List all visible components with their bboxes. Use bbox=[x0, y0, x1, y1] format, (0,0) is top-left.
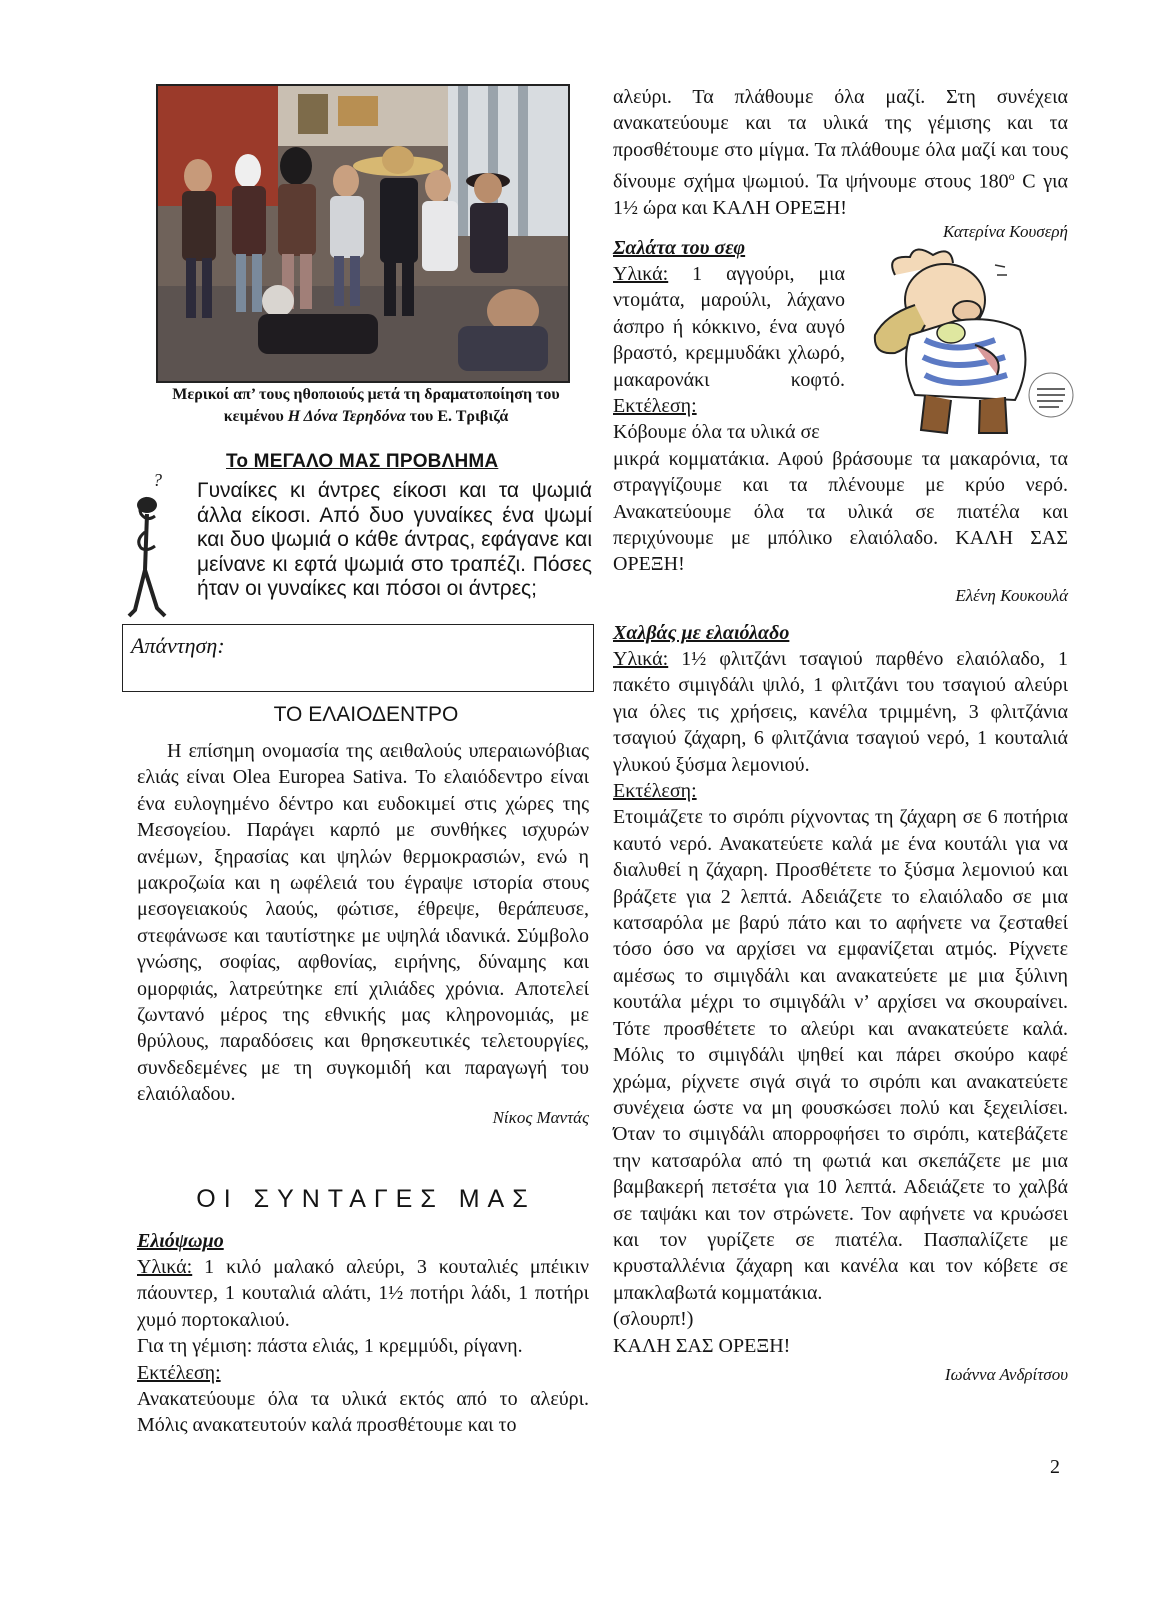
recipe-ingredients bbox=[137, 1254, 589, 1333]
ingredients-label: Υλικά: bbox=[137, 1256, 193, 1278]
caption-line2-pre: κειμένου bbox=[223, 408, 288, 425]
caption-play-title: Η Δόνα Τερηδόνα bbox=[287, 408, 406, 425]
salad-author: Ελένη Κουκουλά bbox=[955, 585, 1068, 605]
ingredients-label: Υλικά: bbox=[613, 263, 669, 285]
method-label: Εκτέλεση: bbox=[613, 780, 697, 803]
recipe-ingredients bbox=[613, 646, 1068, 778]
ingredients-label: Υλικά: bbox=[613, 648, 669, 670]
caption-line2-post: του Ε. Τριβιζά bbox=[405, 408, 509, 425]
recipe-name: Ελιόψωμο bbox=[137, 1230, 224, 1252]
method-part2: αλεύρι. Τα πλάθουμε όλα μαζί. Στη συνέχεια ανακατεύουμε και τα υλικά της γέμισης και τα προσθέτουμε στο μίγμα. Τα πλάθουμε όλα μαζί και τους δίνουμε σχήμα ψωμιού. Τα ψήνουμε στους 180 bbox=[613, 86, 1068, 193]
answer-box[interactable] bbox=[122, 624, 594, 692]
answer-label: Απάντηση: bbox=[131, 633, 225, 658]
olive-tree-article bbox=[137, 738, 589, 1128]
method-text-part2 bbox=[613, 84, 1068, 222]
ingredients-text: 1 αγγούρι, μια ντομάτα, μαρούλι, λάχανο άσπρο ή κόκκινο, ένα αυγό βραστό, κρεμμυδάκι χλωρό, μακαρονάκι κοφτό. bbox=[613, 263, 845, 391]
recipe-filling: Για τη γέμιση: πάστα ελιάς, 1 κρεμμύδι, ρίγανη. bbox=[137, 1335, 523, 1358]
method-text: μικρά κομματάκια. Αφού βράσουμε τα μακαρόνια, τα στραγγίζουμε και τα πλένουμε με κρύο νερό. Ανακατεύουμε όλα τα υλικά σε πιατέλα και περιχύνουμε με μπόλικο ελαιόλαδο. ΚΑΛΗ ΣΑΣ ΟΡΕΞΗ! bbox=[613, 447, 1068, 576]
method-text: Ετοιμάζετε το σιρόπι ρίχνοντας τη ζάχαρη σε 6 ποτήρια καυτό νερό. Ανακατεύετε καλά με ένα κουτάλι για να διαλυθεί η ζάχαρη. Προσθέτετε το ξύσμα λεμονιού και βράζετε για 2 λεπτά. Αδειάζετε το ελαιόλαδο σε μια κατσαρόλα με βαρύ πάτο και το αφήνετε να ζεσταθεί τόσο όσο να αρχίσει να εμφανίζεται ατμός. Ρίχνετε αμέσως το σιμιγδάλι και ανακατεύετε με μια ξύλινη κουτάλα μέχρι το σιμιγδάλι ν’ αρχίσει να σκουραίνει. Τότε προσθέτετε το αλεύρι και ανακατεύετε καλά. Μόλις το σιμιγδάλι ψηθεί και πάρει σκούρο καφέ χρώμα, ρίχνετε σιγά σιγά το σιρόπι και ανακατεύετε συνέχεια ώστε να μη φουσκώσει πολύ και ξεχειλίσει. Όταν το σιμιγδάλι απορροφήσει το σιρόπι, κατεβάζετε την κατσαρόλα από τη φωτιά και σκεπάζετε με μια βαμβακερή πετσέτα για 10 λεπτά. Αδειάζετε το χαλβά σε ταψάκι και τον στρώνετε. Τον αφήνετε να κρυώσει και τον γυρίζετε σε πιατέλα. Πασπαλίζετε με κρυσταλλένια ζάχαρη και κανέλα και τον κόβετε σε μπακλαβωτά κομματάκια. bbox=[613, 806, 1068, 1304]
thinking-stickman-icon bbox=[125, 470, 185, 630]
method-label: Εκτέλεση: bbox=[613, 395, 697, 418]
problem-title: Το ΜΕΓΑΛΟ ΜΑΣ ΠΡΟΒΛΗΜΑ bbox=[226, 451, 499, 472]
svg-text:?: ? bbox=[153, 470, 162, 490]
photo-caption-line1: Μερικοί απ’ τους ηθοποιούς μετά τη δραματοποίηση του bbox=[172, 386, 560, 403]
recipe-name: Σαλάτα του σεφ bbox=[613, 237, 746, 259]
photo-caption bbox=[137, 384, 595, 428]
recipe-ingredients bbox=[613, 261, 845, 393]
play-photo bbox=[156, 84, 570, 383]
slurp-text: (σλουρπ!) bbox=[613, 1308, 694, 1331]
problem-text: Γυναίκες κι άντρες είκοσι και τα ψωμιά άλλα είκοσι. Από δυο γυναίκες ένα ψωμί και δυο ψωμιά ο κάθε άντρας, εφάγανε και μείνανε κι εφτά ψωμιά στο τραπέζι. Πόσες ήταν οι γυναίκες και πόσοι οι άντρες; bbox=[197, 479, 592, 600]
method-text-part1: Ανακατεύουμε όλα τα υλικά εκτός από το αλεύρι. Μόλις ανακατευτούν καλά προσθέτουμε και το bbox=[137, 1388, 589, 1437]
cartoon-chef-eating-icon bbox=[855, 245, 1080, 445]
recipe-name: Χαλβάς με ελαιόλαδο bbox=[613, 622, 790, 644]
photo-caption-line2 bbox=[137, 406, 595, 428]
olive-tree-text: Η επίσημη ονομασία της αειθαλούς υπεραιωνόβιας ελιάς είναι Olea Europea Sativa. Το ελαιόδεντρο είναι ένα ευλογημένο δέντρο και ευδοκιμεί στις χώρες της Μεσογείου. Παράγει καρπό με συνθήκες ισχυρών ανέμων, ξηρασίας και ψηλών θερμοκρασιών, ενώ η μακροζωία και η ωφέλειά του έγραψε ιστορία στους μεσογειακούς λαούς, φώτισε, έθρεψε, θεράπευσε, στεφάνωσε και ταυτίστηκε με υψηλά ιδανικά. Σύμβολο γνώσης, σοφίας, αφθονίας, ειρήνης, δύναμης και ομορφιάς, λατρεύτηκε επί χιλιάδες χρόνια. Αποτελεί ζωντανό μέρος της εθνικής μας κληρονομιάς, με θρύλους, παραδόσεις και θρησκευτικές τελετουργίες, συνδεδεμένες με τη συγκομιδή και παραγωγή του ελαιόλαδου. bbox=[137, 740, 589, 1106]
method-text-start: Κόβουμε όλα τα υλικά σε bbox=[613, 421, 820, 444]
recipe-eliopsomo-continued bbox=[613, 84, 1068, 242]
recipe-eliopsomo bbox=[137, 1228, 589, 1439]
olive-tree-title: ΤΟ ΕΛΑΙΟΔΕΝΤΡΟ bbox=[273, 703, 459, 726]
closing-text: ΚΑΛΗ ΣΑΣ ΟΡΕΞΗ! bbox=[613, 1334, 791, 1357]
eliopsomo-author: Κατερίνα Κουσερή bbox=[943, 221, 1068, 241]
page-number: 2 bbox=[1050, 1456, 1060, 1478]
method-label: Εκτέλεση: bbox=[137, 1361, 221, 1384]
method-part3: C για 1½ ώρα και ΚΑΛΗ ΟΡΕΞΗ! bbox=[613, 170, 1068, 220]
olive-tree-author: Νίκος Μαντάς bbox=[492, 1107, 589, 1127]
ingredients-text: 1 κιλό μαλακό αλεύρι, 3 κουταλιές μπέικιν πάουντερ, 1 κουταλιά αλάτι, 1½ ποτήρι λάδι, 1 ποτήρι χυμό πορτοκαλιού. bbox=[137, 1256, 589, 1331]
ingredients-text: 1½ φλιτζάνι τσαγιού παρθένο ελαιόλαδο, 1 πακέτο σιμιγδάλι ψιλό, 1 φλιτζάνι του τσαγιού αλεύρι για όλες τις χρήσεις, κανέλα τριμμένη, 3 φλιτζάνια τσαγιού ζάχαρη, 6 φλιτζάνια τσαγιού νερό, 1 κουταλιά γλυκού ξύσμα λεμονιού. bbox=[613, 648, 1068, 776]
degree-sign: o bbox=[1008, 169, 1015, 184]
recipes-title: ΟΙ ΣΥΝΤΑΓΕΣ ΜΑΣ bbox=[196, 1185, 536, 1213]
recipe-halvas bbox=[613, 620, 1068, 1385]
halvas-author: Ιωάννα Ανδρίτσου bbox=[944, 1364, 1068, 1384]
actors-photo-illustration bbox=[158, 86, 568, 381]
